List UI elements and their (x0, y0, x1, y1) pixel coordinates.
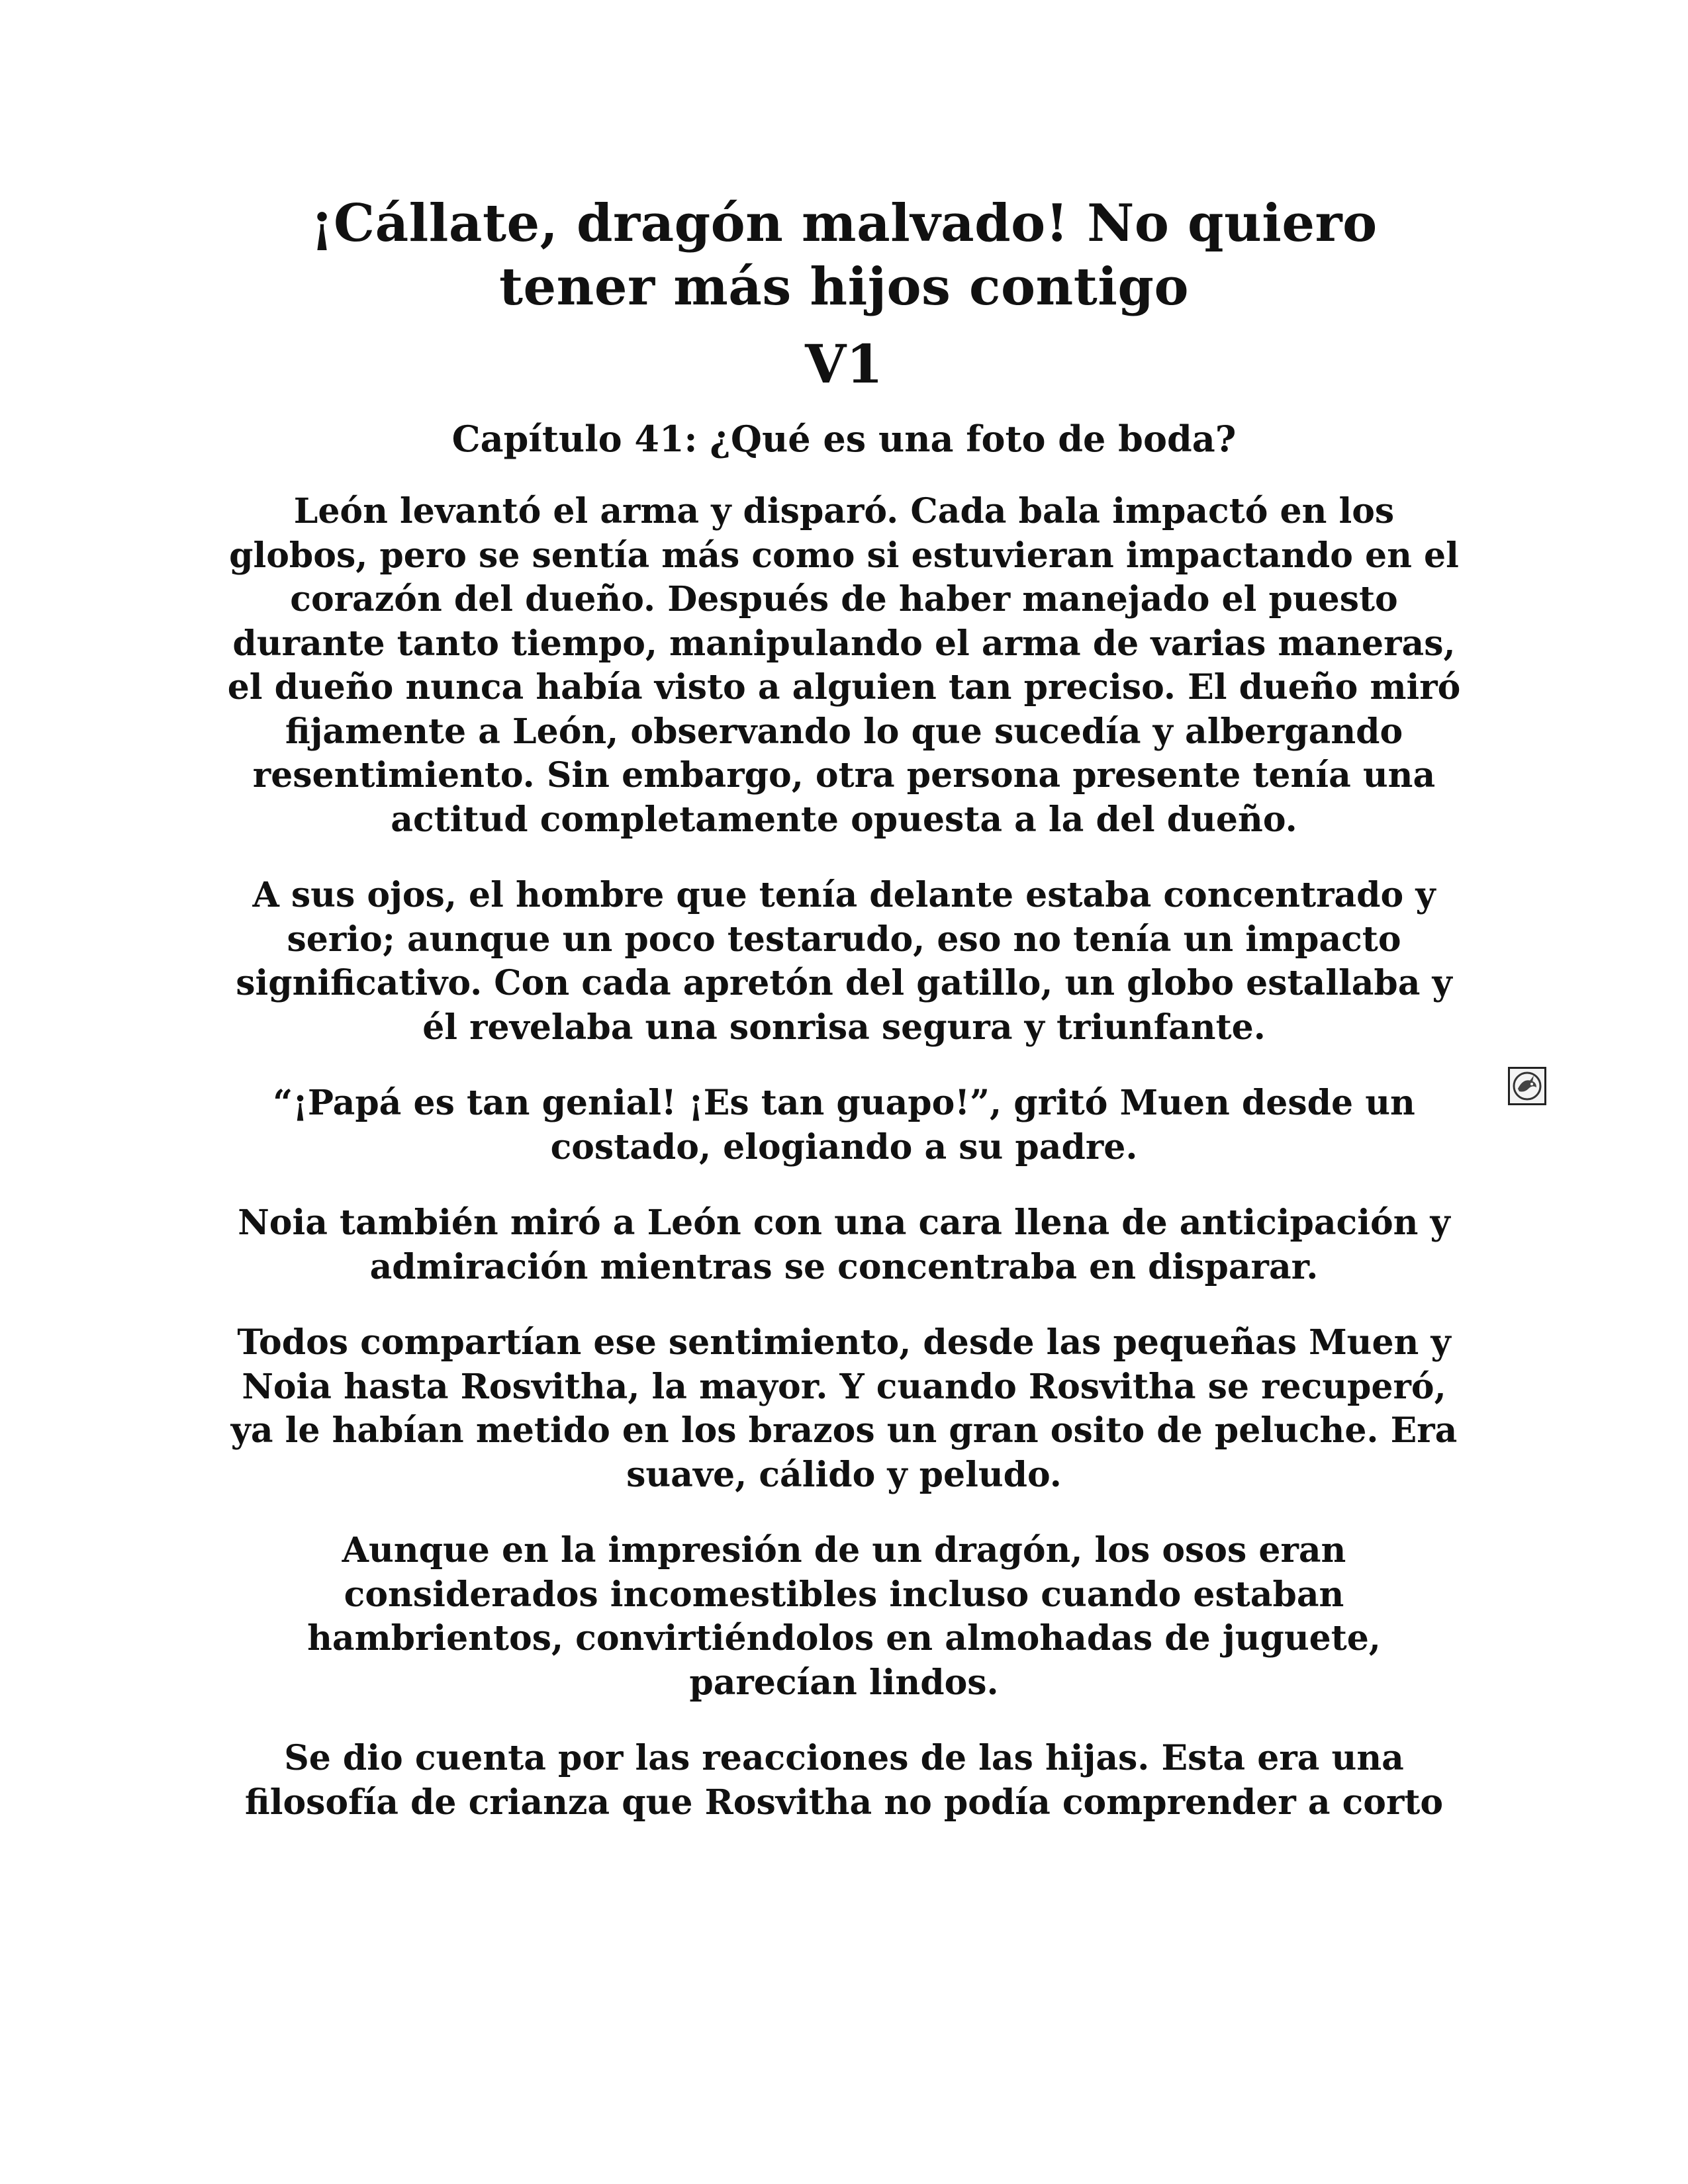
paragraph: León levantó el arma y disparó. Cada bala impactó en los globos, pero se sentía más como si estuvieran impactando en el corazón del dueño. Después de haber manejado el puesto durante tanto tiempo, manipulando el arma de varias maneras, el dueño nunca había visto a alguien tan preciso. El dueño miró fijamente a León, observando lo que sucedía y albergando resentimiento. Sin embargo, otra persona presente tenía una actitud completamente opuesta a la del dueño. (227, 491, 1461, 840)
document-page (225, 192, 1463, 1825)
paragraph: Se dio cuenta por las reacciones de las hijas. Esta era una filosofía de crianza que Rosvitha no podía comprender a corto (244, 1738, 1444, 1823)
paragraph: Todos compartían ese sentimiento, desde las pequeñas Muen y Noia hasta Rosvitha, la mayor. Y cuando Rosvitha se recuperó, ya le habían metido en los brazos un gran osito de peluche. Era suave, cálido y peludo. (230, 1322, 1458, 1495)
paragraph: “¡Papá es tan genial! ¡Es tan guapo!”, gritó Muen desde un costado, elogiando a su padre. (273, 1083, 1415, 1167)
paragraph: Aunque en la impresión de un dragón, los osos eran considerados incomestibles incluso cuando estaban hambrientos, convirtiéndolos en almohadas de juguete, parecían lindos. (307, 1530, 1381, 1703)
document-title: ¡Cállate, dragón malvado! No quiero tener más hijos contigo (310, 193, 1378, 317)
volume-label: V1 (805, 333, 883, 395)
chapter-heading: Capítulo 41: ¿Qué es una foto de boda? (451, 418, 1237, 460)
paragraph: A sus ojos, el hombre que tenía delante estaba concentrado y serio; aunque un poco testarudo, eso no tenía un impacto significativo. Con cada apretón del gatillo, un globo estallaba y él revelaba una sonrisa segura y triunfante. (236, 875, 1452, 1048)
dragon-emblem-icon (1508, 1067, 1546, 1105)
paragraph: Noia también miró a León con una cara llena de anticipación y admiración mientras se concentraba en disparar. (238, 1203, 1450, 1287)
